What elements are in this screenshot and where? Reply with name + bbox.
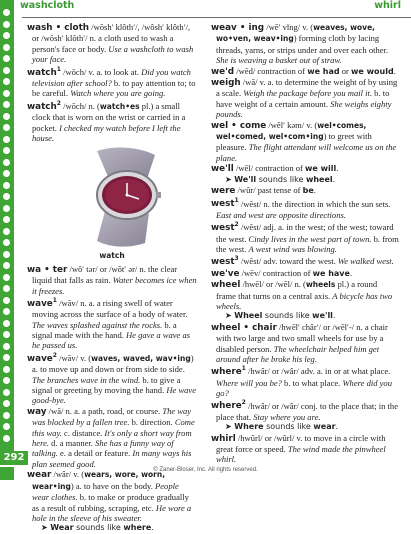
header-rule bbox=[22, 17, 411, 18]
headword: west$^1$ bbox=[211, 197, 239, 210]
inflection: wel•comes, wel•comed, wel•com•ing bbox=[216, 120, 367, 142]
headword: wa • ter bbox=[27, 264, 68, 275]
headword: west$^3$ bbox=[211, 255, 239, 268]
definition: /hwûrl/ or /wûrl/ v. to move in a circle with great force or speed. bbox=[216, 432, 386, 455]
definition: /wā/ n. a. a path, road, or course. bbox=[46, 405, 163, 416]
example: Use a washcloth to wash your face. bbox=[32, 43, 194, 65]
binding-dot bbox=[3, 377, 10, 384]
example: In many ways his plan seemed good. bbox=[32, 448, 192, 469]
definition: /wēl/ contraction of bbox=[233, 163, 306, 174]
left-column bbox=[27, 22, 197, 534]
pronunciation: /wē′ vĭng/ v. ( bbox=[264, 22, 314, 32]
pronunciation: /wĕl′ kəm/ v. ( bbox=[266, 119, 318, 130]
definition: b. a signal made with the hand. bbox=[32, 319, 177, 341]
example: A bicycle has two wheels. bbox=[216, 290, 393, 311]
definition: /wĕst/ n. the direction in which the sun sets. bbox=[238, 198, 391, 209]
entry-welcome bbox=[211, 120, 399, 164]
binding-dot bbox=[3, 228, 10, 235]
binding-dot bbox=[3, 55, 10, 62]
headword: wave$^1$ bbox=[27, 296, 57, 309]
binding-dot bbox=[3, 320, 10, 327]
definition: /wĕst/ adv. toward the west. bbox=[238, 256, 338, 267]
binding-dot bbox=[3, 32, 10, 39]
example: East and west are opposite directions. bbox=[216, 209, 346, 220]
definition: /wēd/ contraction of bbox=[234, 65, 308, 76]
binding-dot bbox=[3, 90, 10, 97]
definition: /hwâr/ or /wâr/ adv. a. in or at what place. bbox=[245, 366, 391, 377]
example: Come this way. bbox=[32, 417, 195, 438]
watch-illustration bbox=[27, 145, 197, 249]
entry-weigh bbox=[211, 77, 399, 120]
headword: wave$^2$ bbox=[27, 351, 57, 364]
definition: /wēv/ contraction of bbox=[239, 267, 313, 278]
headword: weigh bbox=[211, 78, 241, 89]
binding-dot bbox=[3, 285, 10, 292]
definition: b. from the west. bbox=[216, 233, 399, 254]
definition: pl.) a round frame that turns on a central axis. bbox=[216, 279, 378, 301]
homophone-note: ➤ We'll sounds like wheel. bbox=[225, 174, 336, 184]
example: I checked my watch before I left the house. bbox=[32, 122, 181, 143]
inflection: waves, waved, wav•ing bbox=[91, 353, 191, 363]
pronunciation: /hwēl/ or /wēl/ n. ( bbox=[240, 279, 306, 290]
inflection: watch•es bbox=[99, 101, 140, 111]
headword: wash • cloth bbox=[27, 23, 90, 33]
entry-wheel bbox=[211, 279, 399, 311]
binding-dot bbox=[3, 239, 10, 246]
example: It's only a short way from here. bbox=[32, 427, 192, 449]
definition: b. to what place. bbox=[281, 377, 343, 388]
pronunciation: /wāv/ v. ( bbox=[56, 352, 92, 363]
headword: wel • come bbox=[211, 120, 267, 131]
definition: d. a manner. bbox=[49, 438, 96, 449]
definition: b. to have weight of a certain amount. bbox=[216, 88, 390, 109]
definition: e. a detail or feature. bbox=[57, 448, 133, 459]
example: He wore a hole in the sleeve of his sweater. bbox=[32, 502, 192, 523]
binding-dot bbox=[3, 101, 10, 108]
example: The way was blocked by a fallen tree. bbox=[32, 405, 192, 428]
example: She is weaving a basket out of straw. bbox=[216, 55, 342, 66]
definition: pl.) a small clock that is worn on the wrist or carried in a pocket. bbox=[32, 100, 186, 133]
binding-dot bbox=[3, 136, 10, 143]
binding-dot bbox=[3, 67, 10, 74]
entry-washcloth bbox=[27, 22, 197, 65]
entry-where-1 bbox=[211, 364, 399, 398]
binding-dot bbox=[3, 412, 10, 419]
headword: where$^1$ bbox=[211, 365, 246, 378]
binding-dot bbox=[3, 9, 10, 16]
entry-weve: we've /wēv/ contraction of we have. bbox=[211, 267, 353, 279]
definition: /wûr/ past tense of bbox=[235, 185, 303, 196]
pronunciation: /wâr/ v. ( bbox=[51, 469, 85, 480]
headword: we've bbox=[211, 268, 240, 279]
example: Stay where you are. bbox=[253, 411, 321, 422]
illustration-caption: watch bbox=[99, 251, 125, 261]
page-number: 292 bbox=[0, 451, 28, 465]
headword: weav • ing bbox=[211, 23, 265, 33]
definition: ) to greet with pleasure. bbox=[216, 131, 372, 153]
binding-dot bbox=[3, 343, 10, 350]
example: She weighs eighty pounds. bbox=[216, 98, 392, 120]
binding-dot bbox=[3, 193, 10, 200]
definition: b. direction. bbox=[129, 417, 175, 428]
definition: b. to make or produce gradually as a result of rubbing, scraping, etc. bbox=[32, 492, 189, 513]
binding-dot bbox=[3, 205, 10, 212]
binding-dot bbox=[3, 435, 10, 442]
example: Where did you go? bbox=[216, 377, 392, 399]
definition: /wô′ tər/ or /wŏt′ ər/ n. the clear liquid that falls as rain. bbox=[32, 263, 178, 286]
definition: b. to give a signal or greeting by moving the hand. bbox=[32, 374, 181, 396]
headword: where$^2$ bbox=[211, 399, 246, 412]
inflection: wheels bbox=[305, 280, 336, 290]
inflection: weaves, wove, wo•ven, weav•ing bbox=[216, 23, 376, 44]
example: A west wind was blowing. bbox=[248, 243, 337, 254]
pronunciation: /wŏch/ n. ( bbox=[60, 100, 100, 111]
entry-wave-2 bbox=[27, 351, 197, 406]
binding-dot bbox=[3, 182, 10, 189]
example: Did you watch television after school? bbox=[32, 66, 191, 88]
example: Where will you be? bbox=[216, 377, 282, 388]
entry-wear bbox=[27, 469, 197, 523]
headword: we'll bbox=[211, 164, 234, 175]
definition: ) a. to have on the body. bbox=[70, 480, 156, 491]
example: Cindy lives in the west part of town. bbox=[248, 233, 372, 244]
entry-where-2 bbox=[211, 399, 399, 423]
example: We walked west. bbox=[337, 256, 394, 267]
entry-wed: we'd /wēd/ contraction of we had or we would. bbox=[211, 65, 396, 77]
definition: ) forming cloth by lacing threads, yarns, or strips under and over each other. bbox=[216, 33, 389, 55]
entry-west-3 bbox=[211, 254, 399, 267]
example: The wind made the pinwheel whirl. bbox=[216, 444, 386, 465]
example: The flight attendant will welcome us on the plane. bbox=[216, 142, 397, 163]
definition: b. to pay attention to; to be careful. bbox=[32, 77, 196, 99]
binding-dot bbox=[3, 159, 10, 166]
binding-dot bbox=[3, 170, 10, 177]
inflection: wears, wore, worn, wear•ing bbox=[32, 470, 166, 491]
binding-dot bbox=[3, 124, 10, 131]
headword: watch$^2$ bbox=[27, 99, 61, 112]
binding-dot bbox=[3, 147, 10, 154]
definition: /wŏsh′ klôth′/, /wôsh′ klôth′/, or /wŏsh′ klŏth′/ n. a cloth used to wash a person's face or body. bbox=[32, 22, 191, 54]
definition: /wā/ v. a. to determine the weight of by using a scale. bbox=[216, 77, 398, 99]
binding-dot bbox=[3, 21, 10, 28]
headword: we'd bbox=[211, 66, 235, 77]
entry-were: were /wûr/ past tense of be. bbox=[211, 185, 316, 197]
headword: wheel bbox=[211, 280, 241, 291]
entry-way bbox=[27, 406, 197, 469]
binding-dot bbox=[3, 262, 10, 269]
definition: /wĕst/ adj. a. in the west; of the west; toward the west. bbox=[216, 222, 394, 244]
headword: west$^2$ bbox=[211, 221, 239, 234]
right-column bbox=[211, 22, 399, 465]
homophone-note: ➤ Wear sounds like where. bbox=[41, 523, 154, 533]
example: Watch where you are going. bbox=[70, 88, 166, 99]
binding-dot bbox=[3, 331, 10, 338]
example: Weigh the package before you mail it. bbox=[243, 88, 373, 99]
copyright-notice: © Zaner-Bloser, Inc. All rights reserved. bbox=[153, 467, 258, 473]
headword: were bbox=[211, 186, 236, 197]
binding-dot bbox=[3, 216, 10, 223]
binding-dot bbox=[3, 44, 10, 51]
binding-dot bbox=[3, 113, 10, 120]
entry-west-1 bbox=[211, 197, 399, 221]
headword: way bbox=[27, 406, 47, 417]
homophone-note: ➤ Where sounds like wear. bbox=[225, 422, 339, 432]
definition: /wŏch/ v. a. to look at. bbox=[60, 66, 142, 77]
wristwatch-icon bbox=[27, 145, 197, 249]
definition: /hwēl′ châr′/ or /wēl′-/ n. a chair with two large and two small wheels for use by a disabled person. bbox=[216, 321, 388, 354]
entry-watch-1 bbox=[27, 65, 197, 99]
example: He gave a wave as he passed us. bbox=[32, 330, 191, 351]
guide-word-left: washcloth bbox=[20, 0, 75, 11]
definition: ) a. to move up and down or from side to side. bbox=[32, 352, 194, 375]
binding-dot bbox=[3, 400, 10, 407]
definition: c. distance. bbox=[61, 427, 105, 438]
guide-word-right: whirl bbox=[374, 0, 401, 11]
binding-dot bbox=[3, 308, 10, 315]
binding-dot bbox=[3, 274, 10, 281]
entry-whirl bbox=[211, 433, 399, 465]
binding-dot bbox=[3, 366, 10, 373]
example: She has a funny way of talking. bbox=[32, 438, 174, 459]
binding-dot bbox=[3, 423, 10, 430]
headword: wear bbox=[27, 470, 52, 481]
example: Water becomes ice when it freezes. bbox=[32, 275, 197, 296]
example: The waves splashed against the rocks. bbox=[32, 319, 163, 330]
example: The branches wave in the wind. bbox=[32, 374, 141, 385]
entry-wave-1 bbox=[27, 296, 197, 351]
entry-weaving bbox=[211, 22, 399, 66]
entry-water bbox=[27, 264, 197, 296]
binding-dot bbox=[3, 297, 10, 304]
entry-wheelchair bbox=[211, 322, 399, 365]
binding-dot bbox=[3, 354, 10, 361]
definition: /wāv/ n. a. a rising swell of water moving across the surface of a body of water. bbox=[32, 297, 188, 320]
example: The wheelchair helped him get around after he broke his leg. bbox=[216, 343, 380, 364]
headword: watch$^1$ bbox=[27, 65, 61, 78]
entry-well: we'll /wēl/ contraction of we will. bbox=[211, 163, 339, 175]
entry-west-2 bbox=[211, 220, 399, 254]
binding-dot bbox=[3, 251, 10, 258]
example: People wear clothes. bbox=[32, 480, 179, 503]
binding-dot bbox=[3, 78, 10, 85]
entry-watch-2 bbox=[27, 99, 197, 144]
binding-dot bbox=[3, 389, 10, 396]
definition: /hwâr/ or /wâr/ conj. to the place that; in the place that. bbox=[216, 400, 398, 422]
homophone-note: ➤ Wheel sounds like we'll. bbox=[225, 311, 336, 321]
headword: whirl bbox=[211, 433, 236, 444]
headword: wheel • chair bbox=[211, 322, 277, 333]
example: He wave good-bye. bbox=[32, 385, 197, 406]
